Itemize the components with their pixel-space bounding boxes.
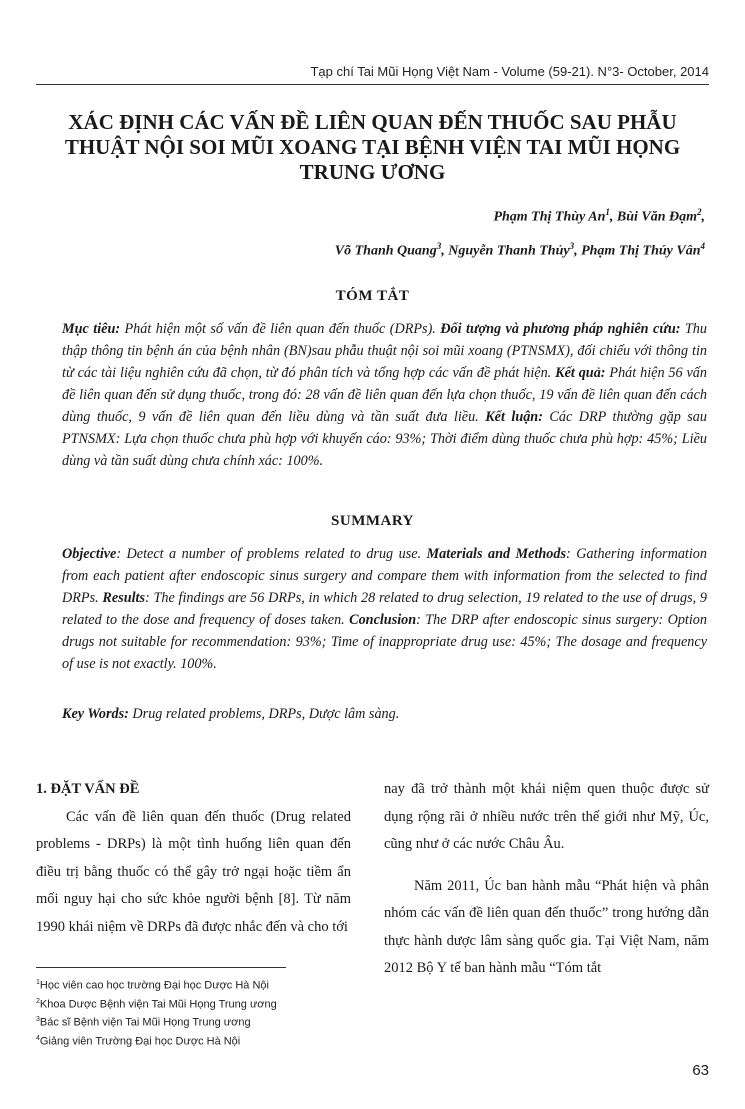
footnote-number: 1 <box>36 979 40 986</box>
author-affiliation-mark: 3 <box>436 240 442 251</box>
en-abstract-heading: SUMMARY <box>331 513 414 529</box>
footnote-number: 3 <box>36 1016 40 1024</box>
footnote-text: Khoa Dược Bệnh viện Tai Mũi Họng Trung ương <box>39 998 277 1011</box>
footnote <box>36 994 336 1013</box>
section-heading: 1. ĐẶT VẤN ĐỀ <box>36 781 140 797</box>
page-number: 63 <box>692 1062 709 1079</box>
author-line-1 <box>40 198 705 232</box>
body-paragraph: Năm 2011, Úc ban hành mẫu “Phát hiện và phân nhóm các vấn đề liên quan đến thuốc” trong hướng dẫn thực hành dược lâm sàng quốc gia. Tại Việt Nam, năm 2012 Bộ Y tế ban hành mẫu “Tóm tắt <box>384 877 709 976</box>
methods-text: Thu thập thông tin bệnh án của bệnh nhân (BN)sau phẫu thuật nội soi mũi xoang (PTNSMX), đối chiếu với thông tin từ các tài liệu nghiên cứu đã chọn, từ đó phân tích và tổng hợp các vấn đề phát hiện. <box>62 321 707 381</box>
footnote <box>36 1012 336 1031</box>
keywords <box>62 703 707 725</box>
conclusion-label: Conclusion <box>349 612 417 628</box>
objective-label: Objective <box>62 546 117 562</box>
journal-header: Tạp chí Tai Mũi Họng Việt Nam - Volume (59-21). N°3- October, 2014 <box>310 64 709 79</box>
author-name: Phạm Thị Thùy An <box>493 209 606 225</box>
results-label: Kết quả: <box>555 365 606 381</box>
article-title: XÁC ĐỊNH CÁC VẤN ĐỀ LIÊN QUAN ĐẾN THUỐC SAU PHẪU THUẬT NỘI SOI MŨI XOANG TẠI BỆNH VIỆN TAI MŨI HỌNG TRUNG ƯƠNG <box>64 110 681 184</box>
author-affiliation-mark: 4 <box>700 240 705 251</box>
objective-text: : Detect a number of problems related to drug use. <box>116 546 427 562</box>
results-label: Results <box>102 590 145 606</box>
body-paragraph: Các vấn đề liên quan đến thuốc (Drug related problems - DRPs) là một tình huống liên quan đến điều trị bằng thuốc có thể gây trở ngại hoặc tiềm ẩn mối nguy hại cho sức khỏe người bệnh [8]. Từ năm 1990 khái niệm về DRPs đã được nhắc đến và cho tới <box>36 808 351 935</box>
author-name: Bùi Văn Đạm <box>616 209 697 225</box>
author-affiliation-mark: 2 <box>697 207 702 217</box>
methods-label: Materials and Methods <box>426 546 566 562</box>
body-column-right <box>384 776 709 983</box>
author-separator: , <box>574 243 582 259</box>
conclusion-text: : The DRP after endoscopic sinus surgery: Option drugs not suitable for recommendation: 93%; Time of inappropriate drug use: 45%; The dosage and frequency of use is not exactly. 100%. <box>62 612 707 672</box>
keywords-label: Key Words: <box>62 706 129 722</box>
footnote-rule <box>36 967 286 968</box>
author-separator: , <box>701 209 705 225</box>
footnote-text: Giảng viên Trường Đại học Dược Hà Nội <box>39 1035 241 1048</box>
footnote-text: Bác sĩ Bệnh viện Tai Mũi Họng Trung ương <box>39 1016 251 1029</box>
author-affiliation-mark: 3 <box>569 240 575 251</box>
footnote-text: Học viên cao học trường Đại học Dược Hà Nội <box>39 979 269 992</box>
author-line-2 <box>40 232 705 266</box>
author-name: Phạm Thị Thúy Vân <box>581 243 701 259</box>
footnote-number: 4 <box>36 1034 40 1042</box>
en-abstract-text <box>62 543 707 675</box>
vn-abstract-text <box>62 318 707 472</box>
header-rule <box>36 84 709 85</box>
footnote-number: 2 <box>36 997 40 1005</box>
results-text: : The findings are 56 DRPs, in which 28 related to drug selection, 19 related to the use of drugs, 9 related to the dose and frequency of doses taken. <box>62 590 707 628</box>
objective-label: Mục tiêu: <box>62 321 121 337</box>
author-list <box>40 198 705 265</box>
footnote <box>36 975 336 994</box>
objective-text: Phát hiện một số vấn đề liên quan đến thuốc (DRPs). <box>120 321 441 337</box>
methods-text: : Gathering information from each patient after endoscopic sinus surgery and compare them with information from the selected to find DRPs. <box>62 546 707 606</box>
author-separator: , <box>609 209 617 225</box>
body-paragraph: nay đã trở thành một khái niệm quen thuộc được sử dụng rộng rãi ở nhiều nước trên thế giới như Mỹ, Úc, cũng như ở các nước Châu Âu. <box>384 781 709 852</box>
footnote <box>36 1031 336 1050</box>
author-name: Nguyễn Thanh Thủy <box>448 243 570 259</box>
author-affiliation-mark: 1 <box>605 207 610 217</box>
vn-abstract-heading: TÓM TẮT <box>335 288 410 304</box>
body-column-left <box>36 776 351 941</box>
author-separator: , <box>441 243 449 259</box>
conclusion-text: Các DRP thường gặp sau PTNSMX: Lựa chọn thuốc chưa phù hợp với khuyến cáo: 93%; Thời điểm dùng thuốc chưa phù hợp: 45%; Liều dùng và tần suất dùng chưa chính xác: 100%. <box>62 409 707 469</box>
keywords-text: Drug related problems, DRPs, Dược lâm sàng. <box>128 706 400 722</box>
conclusion-label: Kết luận: <box>485 409 543 425</box>
footnotes <box>36 975 336 1050</box>
results-text: Phát hiện 56 vấn đề liên quan đến sử dụng thuốc, trong đó: 28 vấn đề liên quan đến lựa chọn thuốc, 19 vấn đề liên quan đến cách dùng thuốc, 9 vấn đề liên quan đến liều dùng và tần suất đưa liều. <box>62 365 707 425</box>
author-name: Võ Thanh Quang <box>334 243 437 259</box>
methods-label: Đối tượng và phương pháp nghiên cứu: <box>440 321 681 337</box>
